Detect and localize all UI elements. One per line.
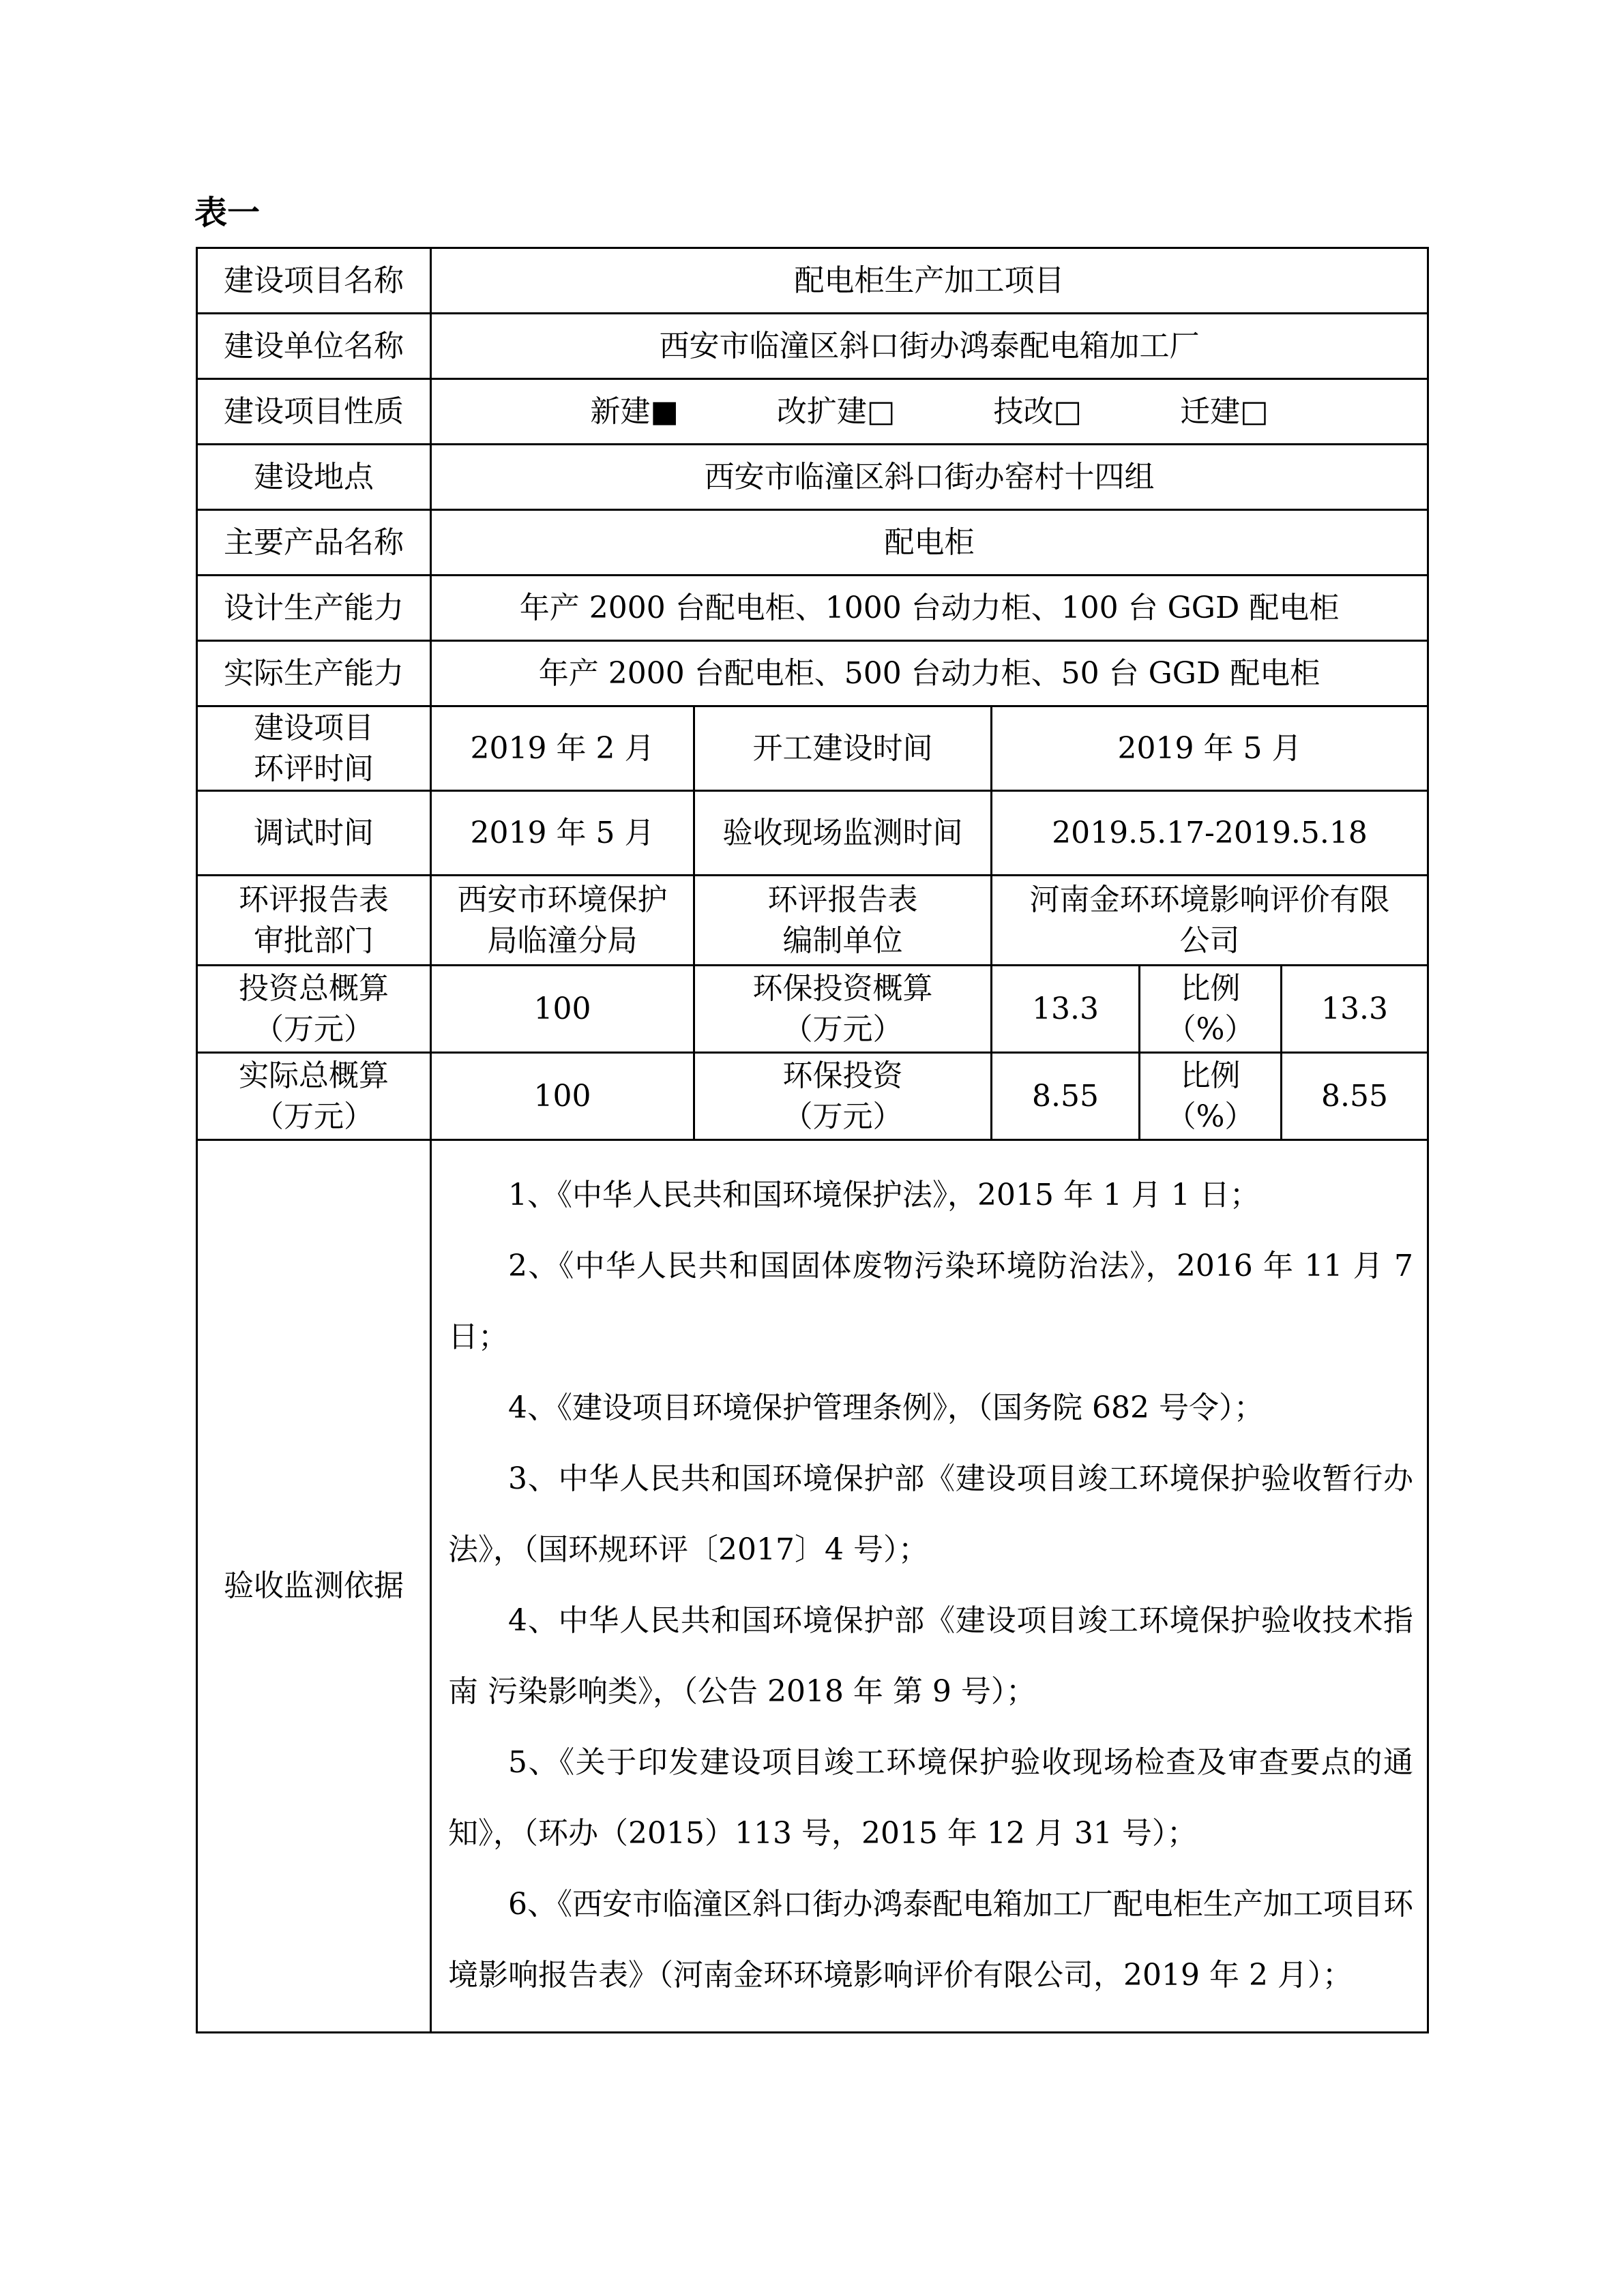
location-label: 建设地点	[197, 445, 431, 510]
row-eia-time	[197, 706, 1428, 791]
eia-time-value: 2019 年 2 月	[431, 706, 694, 791]
row-project-nature	[197, 379, 1428, 445]
basis-item: 3、中华人民共和国环境保护部《建设项目竣工环境保护验收暂行办法》，（国环规环评〔2017〕4 号）；	[448, 1461, 1413, 1567]
investment-budget-value: 100	[431, 966, 694, 1053]
row-unit-name	[197, 314, 1428, 379]
construction-start-label: 开工建设时间	[694, 706, 992, 791]
approval-dept-label-line1: 环评报告表	[239, 882, 389, 917]
investment-budget-label-line2: （万元）	[254, 1011, 374, 1047]
env-investment-label-line2: （万元）	[782, 1099, 903, 1134]
actual-ratio-value: 8.55	[1282, 1053, 1428, 1140]
row-investment-budget	[197, 966, 1428, 1053]
project-nature-label: 建设项目性质	[197, 379, 431, 445]
actual-investment-label-line2: （万元）	[254, 1099, 374, 1134]
env-investment-budget-label-line2: （万元）	[782, 1011, 903, 1047]
actual-ratio-label-line2: （%）	[1166, 1099, 1255, 1134]
approval-dept-label	[197, 876, 431, 966]
row-actual-capacity	[197, 641, 1428, 706]
eia-time-label-line2: 环评时间	[254, 751, 374, 786]
actual-capacity-value: 年产 2000 台配电柜、500 台动力柜、50 台 GGD 配电柜	[431, 641, 1428, 706]
row-actual-investment	[197, 1053, 1428, 1140]
eia-time-label-line1: 建设项目	[254, 710, 374, 745]
row-design-capacity	[197, 576, 1428, 641]
row-approval	[197, 876, 1428, 966]
nature-option-relocation: 迁建□	[1180, 393, 1269, 429]
approval-dept-label-line2: 审批部门	[254, 923, 374, 958]
row-location	[197, 445, 1428, 510]
budget-ratio-label	[1140, 966, 1282, 1053]
eia-time-label	[197, 706, 431, 791]
env-investment-label	[694, 1053, 992, 1140]
nature-option-renovation: 技改□	[993, 393, 1082, 429]
env-investment-budget-label	[694, 966, 992, 1053]
row-product	[197, 510, 1428, 576]
approval-dept-value	[431, 876, 694, 966]
row-basis	[197, 1140, 1428, 2033]
product-label: 主要产品名称	[197, 510, 431, 576]
basis-item: 4、中华人民共和国环境保护部《建设项目竣工环境保护验收技术指南 污染影响类》，（公告 2018 年 第 9 号）；	[448, 1603, 1413, 1709]
monitoring-time-label: 验收现场监测时间	[694, 791, 992, 876]
compiling-unit-label-line2: 编制单位	[782, 923, 903, 958]
table-heading: 表一	[194, 194, 261, 232]
env-investment-label-line1: 环保投资	[782, 1058, 903, 1093]
nature-option-expansion: 改扩建□	[776, 393, 896, 429]
basis-content	[431, 1140, 1428, 2033]
env-investment-budget-label-line1: 环保投资概算	[752, 970, 933, 1006]
location-value: 西安市临潼区斜口街办窑村十四组	[431, 445, 1428, 510]
basis-label: 验收监测依据	[197, 1140, 431, 2033]
construction-start-value: 2019 年 5 月	[992, 706, 1428, 791]
approval-dept-value-line2: 局临潼分局	[487, 923, 638, 958]
basis-item: 5、《关于印发建设项目竣工环境保护验收现场检查及审查要点的通知》，（环办（2015）113 号，2015 年 12 月 31 号）；	[448, 1745, 1413, 1851]
budget-ratio-label-line1: 比例	[1180, 970, 1241, 1006]
project-name-value: 配电柜生产加工项目	[431, 248, 1428, 314]
actual-investment-label-line1: 实际总概算	[239, 1058, 389, 1093]
design-capacity-value: 年产 2000 台配电柜、1000 台动力柜、100 台 GGD 配电柜	[431, 576, 1428, 641]
actual-ratio-label	[1140, 1053, 1282, 1140]
budget-ratio-value: 13.3	[1282, 966, 1428, 1053]
investment-budget-label-line1: 投资总概算	[239, 970, 389, 1006]
design-capacity-label: 设计生产能力	[197, 576, 431, 641]
env-investment-budget-value: 13.3	[992, 966, 1140, 1053]
compiling-unit-label	[694, 876, 992, 966]
monitoring-time-value: 2019.5.17-2019.5.18	[992, 791, 1428, 876]
product-value: 配电柜	[431, 510, 1428, 576]
nature-option-new: 新建■	[590, 393, 679, 429]
basis-item: 4、《建设项目环境保护管理条例》，（国务院 682 号令）；	[508, 1390, 1264, 1425]
actual-ratio-label-line1: 比例	[1180, 1058, 1241, 1093]
compiling-unit-value-line2: 公司	[1179, 923, 1240, 958]
compiling-unit-value-line1: 河南金环环境影响评价有限	[1029, 882, 1390, 917]
compiling-unit-label-line1: 环评报告表	[767, 882, 918, 917]
actual-investment-value: 100	[431, 1053, 694, 1140]
unit-name-value: 西安市临潼区斜口街办鸿泰配电箱加工厂	[431, 314, 1428, 379]
row-project-name	[197, 248, 1428, 314]
debug-time-label: 调试时间	[197, 791, 431, 876]
actual-investment-label	[197, 1053, 431, 1140]
budget-ratio-label-line2: （%）	[1166, 1011, 1255, 1047]
debug-time-value: 2019 年 5 月	[431, 791, 694, 876]
basis-item: 6、《西安市临潼区斜口街办鸿泰配电箱加工厂配电柜生产加工项目环境影响报告表》（河南金环环境影响评价有限公司，2019 年 2 月）；	[448, 1887, 1413, 1993]
approval-dept-value-line1: 西安市环境保护	[457, 882, 668, 917]
unit-name-label: 建设单位名称	[197, 314, 431, 379]
project-name-label: 建设项目名称	[197, 248, 431, 314]
basis-item: 2、《中华人民共和国固体废物污染环境防治法》，2016 年 11 月 7 日；	[448, 1249, 1413, 1354]
investment-budget-label	[197, 966, 431, 1053]
row-debug-time	[197, 791, 1428, 876]
project-nature-options	[431, 379, 1428, 445]
compiling-unit-value	[992, 876, 1428, 966]
env-investment-value: 8.55	[992, 1053, 1140, 1140]
actual-capacity-label: 实际生产能力	[197, 641, 431, 706]
basis-item: 1、《中华人民共和国环境保护法》，2015 年 1 月 1 日；	[508, 1178, 1260, 1212]
project-info-table	[196, 247, 1429, 2033]
